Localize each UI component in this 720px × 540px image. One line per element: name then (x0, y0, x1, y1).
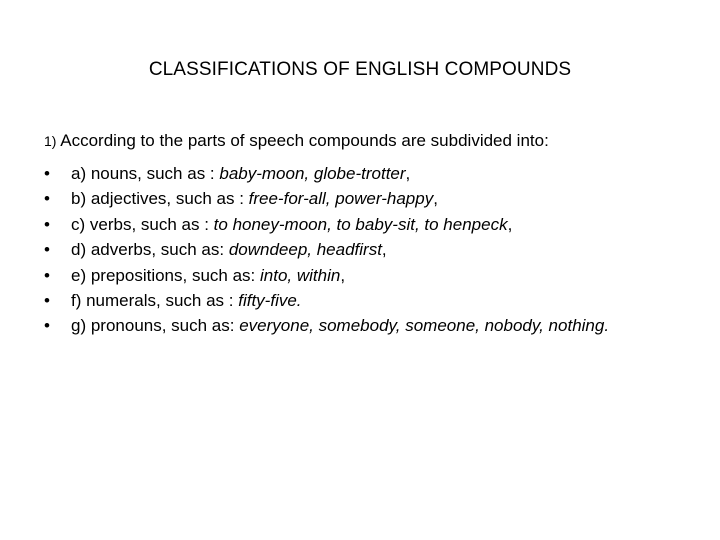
item-examples: everyone, somebody, someone, nobody, nothing. (239, 316, 610, 336)
item-label: f) numerals, such as : (71, 291, 239, 311)
bullet: • (44, 240, 50, 260)
item-examples: into, within (259, 265, 341, 285)
list-item (44, 263, 671, 288)
item-tail: , (405, 164, 411, 183)
list-item (44, 186, 671, 211)
list-item (44, 212, 671, 237)
item-examples: baby-moon, globe-trotter (219, 164, 406, 183)
bullet: • (44, 214, 50, 234)
list-item (44, 237, 671, 262)
item-examples: fifty-five. (238, 291, 302, 311)
item-examples: to honey-moon, to baby-sit, to henpeck (213, 214, 508, 234)
intro-text: According to the parts of speech compounds are subdivided into: (56, 131, 549, 150)
list-item (44, 313, 671, 338)
bullet: • (44, 189, 50, 209)
list-item (44, 288, 671, 313)
bullet: • (44, 164, 50, 183)
item-label: e) prepositions, such as: (71, 265, 260, 285)
item-tail: , (381, 240, 387, 260)
item-tail: , (340, 265, 346, 285)
intro-number: 1) (44, 133, 57, 149)
item-label: d) adverbs, such as: (71, 240, 229, 260)
item-tail: , (433, 189, 438, 209)
list-item (44, 161, 671, 186)
intro-line (44, 128, 549, 154)
item-label: b) adjectives, such as : (71, 189, 249, 209)
item-label: c) verbs, such as : (71, 214, 214, 234)
bullet: • (44, 265, 50, 285)
compound-list (44, 161, 671, 339)
item-examples: free-for-all, power-happy (248, 189, 434, 209)
item-tail: , (507, 214, 513, 234)
item-examples: downdeep, headfirst (228, 240, 382, 260)
item-label: a) nouns, such as : (71, 164, 220, 183)
bullet: • (44, 291, 50, 311)
bullet: • (44, 316, 50, 336)
item-label: g) pronouns, such as: (71, 316, 240, 336)
slide-title: CLASSIFICATIONS OF ENGLISH COMPOUNDS (148, 59, 572, 80)
